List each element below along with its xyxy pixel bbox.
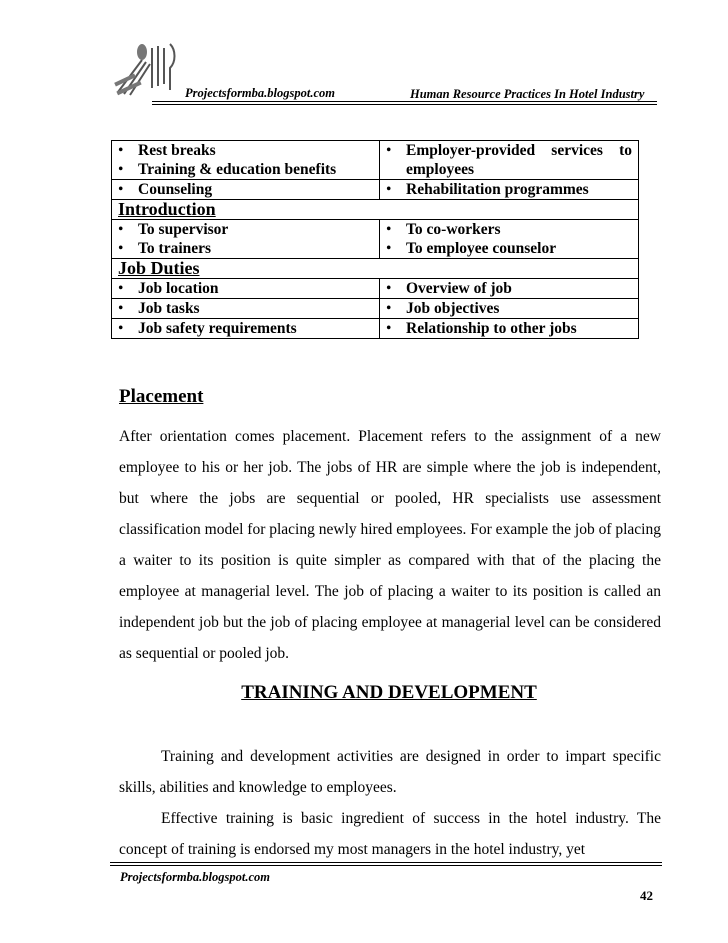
table-row	[112, 141, 639, 180]
table-row	[112, 319, 639, 339]
list-item: • Relationship to other jobs	[386, 319, 632, 338]
cutlery-logo-icon	[112, 40, 184, 100]
placement-paragraph: After orientation comes placement. Placement refers to the assignment of a new employee to his or her job. The jobs of HR are simple where the job is independent, but where the jobs are sequential or pooled, HR specialists use assessment classification model for placing newly hired employees. For example the job of placing a waiter to its position is quite simpler as compared with that of the placing the employee at managerial level. The job of placing a waiter to its position is called an independent job but the job of placing employee at managerial level can be considered as sequential or pooled job.	[119, 428, 661, 662]
footer-site: Projectsformba.blogspot.com	[120, 870, 270, 884]
list-item: • Job objectives	[386, 299, 632, 318]
list-item: • Counseling	[118, 180, 373, 199]
header-title: Human Resource Practices In Hotel Industry	[410, 87, 645, 101]
training-paragraph-1: Training and development activities are designed in order to impart specific skills, abilities and knowledge to employees.	[119, 748, 661, 796]
list-item: • Training & education benefits	[118, 160, 373, 179]
list-item: • Rest breaks	[118, 141, 373, 160]
table-row	[112, 279, 639, 299]
orientation-table	[111, 140, 639, 339]
list-item: • Overview of job	[386, 279, 632, 298]
list-item: • Rehabilitation programmes	[386, 180, 632, 199]
header-rule	[152, 104, 657, 105]
section-heading-introduction: Introduction	[118, 199, 216, 219]
list-item: • Employer-provided services to employees	[386, 141, 632, 179]
placement-heading: Placement	[119, 386, 204, 407]
training-heading: TRAINING AND DEVELOPMENT	[241, 682, 537, 703]
table-row	[112, 180, 639, 200]
list-item: • Job location	[118, 279, 373, 298]
table-row	[112, 220, 639, 259]
list-item: • To trainers	[118, 239, 373, 258]
training-paragraph-2: Effective training is basic ingredient of success in the hotel industry. The concept of training is endorsed my most managers in the hotel industry, yet	[119, 810, 661, 858]
list-item: • Job safety requirements	[118, 319, 373, 338]
list-item: • Job tasks	[118, 299, 373, 318]
section-heading-job-duties: Job Duties	[118, 258, 200, 278]
table-row	[112, 200, 639, 220]
page-number: 42	[640, 888, 653, 903]
footer-rule	[110, 865, 662, 866]
footer-rule	[110, 862, 662, 863]
table-row	[112, 299, 639, 319]
header-rule	[152, 101, 657, 102]
header-site: Projectsformba.blogspot.com	[185, 86, 335, 100]
list-item: • To employee counselor	[386, 239, 632, 258]
list-item: • To co-workers	[386, 220, 632, 239]
table-row	[112, 259, 639, 279]
list-item: • To supervisor	[118, 220, 373, 239]
